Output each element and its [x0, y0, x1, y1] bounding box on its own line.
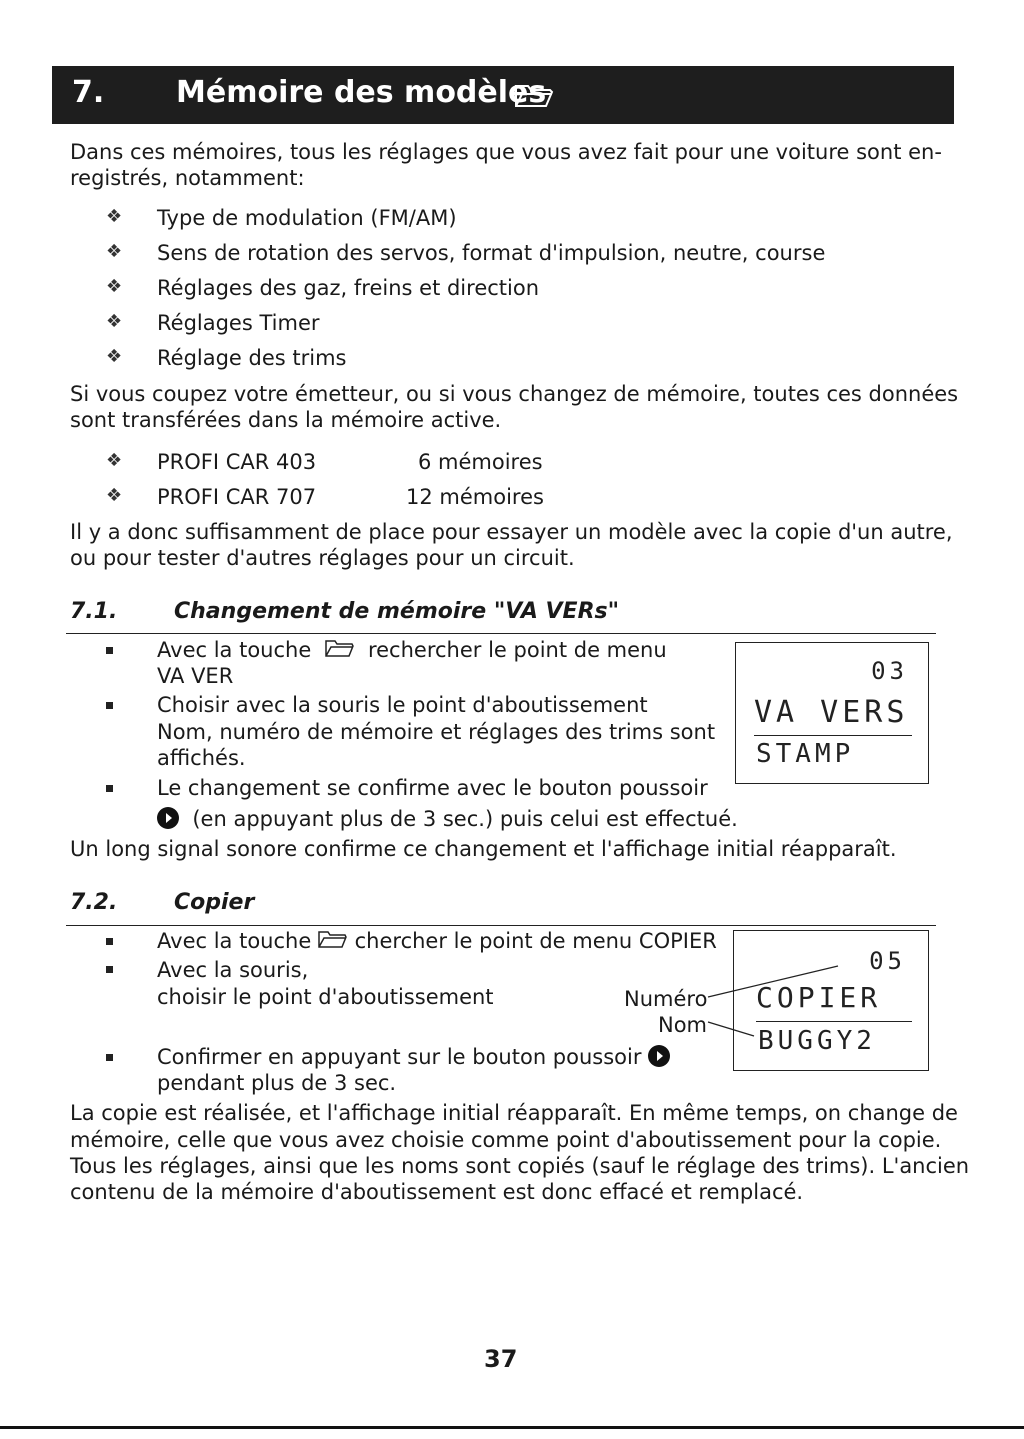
s71-b2-line3: affichés. — [157, 746, 246, 770]
s72-bullet-1 — [157, 928, 717, 955]
bottom-rule — [0, 1426, 1024, 1429]
square-bullet-icon — [106, 938, 113, 945]
s71-outro: Un long signal sonore confirme ce changement et l'affichage initial réapparaît. — [70, 837, 897, 861]
section-title: Changement de mémoire "VA VERs" — [174, 599, 620, 624]
lcd-line-1: VA VERS — [754, 695, 909, 730]
s72-outro-1: La copie est réalisée, et l'affichage initial réapparaît. En même temps, on change de — [70, 1101, 958, 1125]
section-number: 7.1. — [70, 599, 118, 624]
section-rule — [66, 633, 936, 634]
feature-item: Réglage des trims — [157, 346, 347, 370]
square-bullet-icon — [106, 785, 113, 792]
page-number: 37 — [484, 1345, 518, 1373]
diamond-bullet-icon: ❖ — [106, 311, 123, 332]
s71-b1-pre: Avec la touche — [157, 638, 312, 662]
lcd-memory-number: 05 — [869, 947, 906, 975]
feature-item: Réglages des gaz, freins et direction — [157, 276, 540, 300]
model-memories: 12 mémoires — [406, 485, 544, 509]
lcd-line-2: BUGGY2 — [758, 1026, 876, 1056]
folder-icon — [325, 638, 355, 664]
chapter-number: 7. — [72, 75, 105, 110]
s72-b1-pre: Avec la touche — [157, 929, 312, 953]
feature-item: Type de modulation (FM/AM) — [157, 206, 457, 230]
space-line-2: ou pour tester d'autres réglages pour un circuit. — [70, 546, 575, 570]
lcd-display — [735, 642, 929, 784]
feature-item: Sens de rotation des servos, format d'impulsion, neutre, course — [157, 241, 826, 265]
s71-b3-line1: Le changement se confirme avec le bouton poussoir — [157, 776, 708, 800]
chapter-title: Mémoire des modèles — [176, 75, 547, 110]
push-button-icon — [157, 807, 179, 829]
s72-b2-line2: choisir le point d'aboutissement — [157, 985, 494, 1009]
s71-b2-line1: Choisir avec la souris le point d'aboutissement — [157, 693, 648, 717]
chapter-header — [52, 66, 954, 124]
section-title: Copier — [174, 890, 255, 915]
s71-bullet-1 — [157, 637, 713, 664]
lcd-line-1: COPIER — [756, 981, 882, 1014]
transfer-line-2: sont transférées dans la mémoire active. — [70, 408, 502, 432]
intro-line-2: registrés, notamment: — [70, 166, 305, 190]
s72-outro-3: Tous les réglages, ainsi que les noms sont copiés (sauf le réglage des trims). L'ancien — [70, 1154, 970, 1178]
s71-b3-line2: (en appuyant plus de 3 sec.) puis celui est effectué. — [192, 807, 738, 831]
s71-b2-line2: Nom, numéro de mémoire et réglages des trims sont — [157, 720, 716, 744]
diamond-bullet-icon: ❖ — [106, 346, 123, 367]
diamond-bullet-icon: ❖ — [106, 450, 123, 471]
s72-outro-4: contenu de la mémoire d'aboutissement est donc effacé et remplacé. — [70, 1180, 804, 1204]
square-bullet-icon — [106, 702, 113, 709]
square-bullet-icon — [106, 966, 113, 973]
feature-item: Réglages Timer — [157, 311, 320, 335]
push-button-icon — [648, 1045, 670, 1067]
square-bullet-icon — [106, 647, 113, 654]
s72-b3-line2: pendant plus de 3 sec. — [157, 1071, 397, 1095]
s72-b2-line1: Avec la souris, — [157, 958, 309, 982]
folder-icon — [318, 929, 348, 955]
transfer-line-1: Si vous coupez votre émetteur, ou si vous changez de mémoire, toutes ces données — [70, 382, 959, 406]
label-numero: Numéro — [624, 987, 708, 1011]
lcd-divider — [754, 735, 912, 736]
s71-b3-line2-wrap — [157, 806, 738, 832]
s72-outro-2: mémoire, celle que vous avez choisie comme point d'aboutissement pour la copie. — [70, 1128, 942, 1152]
model-name: PROFI CAR 403 — [157, 450, 317, 474]
lcd-line-2: STAMP — [756, 739, 855, 769]
diamond-bullet-icon: ❖ — [106, 276, 123, 297]
square-bullet-icon — [106, 1054, 113, 1061]
s71-b1-post: rechercher le point de menu — [367, 638, 667, 662]
s72-b3-line1: Confirmer en appuyant sur le bouton poussoir — [157, 1045, 642, 1069]
model-memories: 6 mémoires — [418, 450, 543, 474]
callout-lines — [700, 960, 850, 1050]
lcd-memory-number: 03 — [871, 657, 908, 685]
diamond-bullet-icon: ❖ — [106, 206, 123, 227]
space-line-1: Il y a donc suffisamment de place pour essayer un modèle avec la copie d'un autre, — [70, 520, 953, 544]
s72-b3-line1-wrap — [157, 1044, 670, 1070]
section-rule — [66, 925, 936, 926]
diamond-bullet-icon: ❖ — [106, 241, 123, 262]
diamond-bullet-icon: ❖ — [106, 485, 123, 506]
model-name: PROFI CAR 707 — [157, 485, 317, 509]
section-number: 7.2. — [70, 890, 118, 915]
folder-icon — [514, 82, 554, 112]
s72-b1-post: chercher le point de menu COPIER — [354, 929, 717, 953]
s71-b1-line2: VA VER — [157, 664, 234, 688]
label-nom: Nom — [658, 1013, 708, 1037]
intro-line-1: Dans ces mémoires, tous les réglages que vous avez fait pour une voiture sont en- — [70, 140, 942, 164]
